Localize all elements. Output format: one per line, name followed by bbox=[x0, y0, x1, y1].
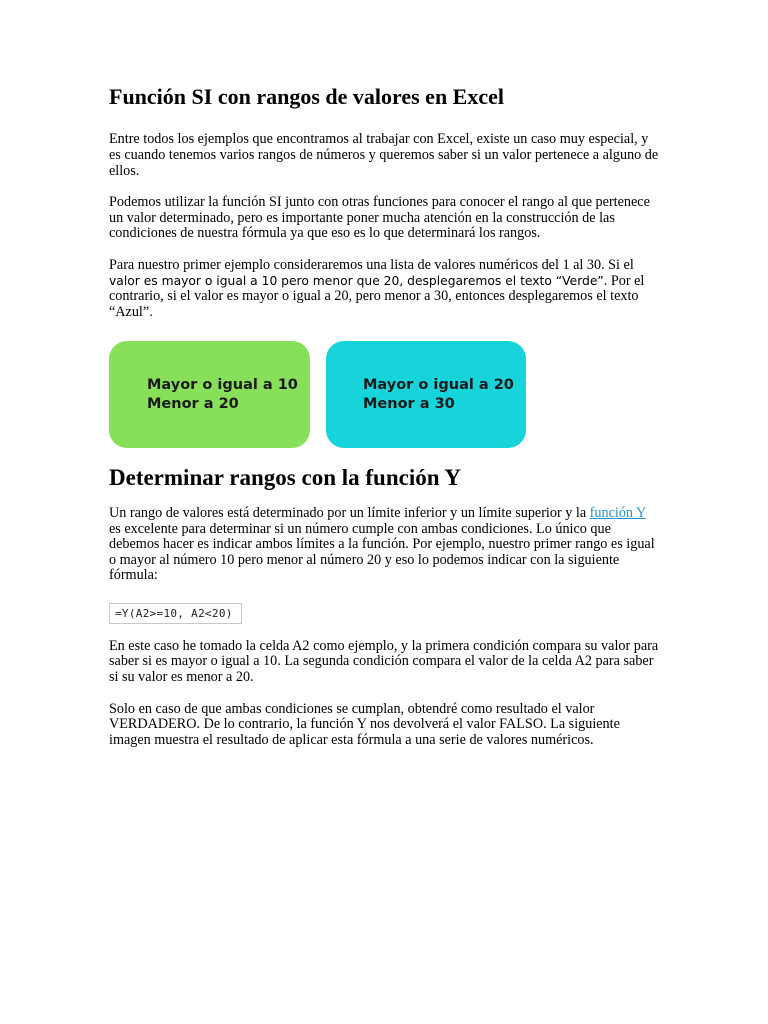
formula-container bbox=[109, 603, 661, 624]
page-title: Función SI con rangos de valores en Excel bbox=[109, 84, 505, 109]
range-box-green bbox=[109, 341, 310, 448]
intro-paragraph: Entre todos los ejemplos que encontramos al trabajar con Excel, existe un caso muy especial, y es cuando tenemos varios rangos de números y queremos saber si un valor pertenece a alguno de ellos. bbox=[109, 131, 659, 179]
funcion-y-link[interactable]: función Y bbox=[589, 504, 646, 521]
formula-code: =Y(A2>=10, A2<20) bbox=[109, 603, 242, 624]
range-box-cyan bbox=[326, 341, 526, 448]
explanation-paragraph: En este caso he tomado la celda A2 como ejemplo, y la primera condición compara su valor para saber si es mayor o igual a 10. La segunda condición compara el valor de la celda A2 para saber si su valor es menor a 20. bbox=[109, 637, 659, 686]
range-box-green-line1: Mayor o igual a 10 bbox=[147, 377, 298, 394]
example-text-end: . bbox=[149, 304, 154, 319]
y-function-text-start: Un rango de valores está determinado por un límite inferior y un límite superior y la bbox=[109, 504, 590, 521]
y-function-text-end: es excelente para determinar si un número cumple con ambas condiciones. Lo único que debemos hacer es indicar ambos límites a la función. Por ejemplo, nuestro primer rango es igual o mayor al número 10 pero menor al número 20 y eso lo podemos indicar con la siguiente fórmula: bbox=[109, 520, 655, 584]
example-text-azul: . Por el contrario, si el valor es mayor o igual a 20, pero menor a 30, entonces desplegaremos el texto “Azul” bbox=[109, 272, 645, 320]
range-boxes bbox=[109, 341, 661, 449]
example-paragraph bbox=[109, 258, 661, 320]
range-box-cyan-line2: Menor a 30 bbox=[363, 395, 455, 412]
si-function-paragraph: Podemos utilizar la función SI junto con otras funciones para conocer el rango al que pertenece un valor determinado, pero es importante poner mucha atención en la construcción de las condiciones de nuestra fórmula ya que eso es lo que determinará los rangos. bbox=[109, 194, 650, 242]
example-text-start: Para nuestro primer ejemplo consideraremos una lista de valores numéricos del 1 al 30. Si el bbox=[109, 256, 634, 273]
range-box-cyan-line1: Mayor o igual a 20 bbox=[363, 377, 514, 394]
range-box-green-line2: Menor a 20 bbox=[147, 395, 239, 412]
result-paragraph: Solo en caso de que ambas condiciones se cumplan, obtendré como resultado el valor VERDADERO. De lo contrario, la función Y nos devolverá el valor FALSO. La siguiente imagen muestra el resultado de aplicar esta fórmula a una serie de valores numéricos. bbox=[109, 700, 620, 748]
document-body bbox=[109, 84, 661, 748]
example-text-verde: valor es mayor o igual a 10 pero menor que 20, desplegaremos el texto “Verde” bbox=[109, 273, 604, 288]
section-heading: Determinar rangos con la función Y bbox=[109, 465, 462, 491]
y-function-paragraph bbox=[109, 506, 661, 584]
